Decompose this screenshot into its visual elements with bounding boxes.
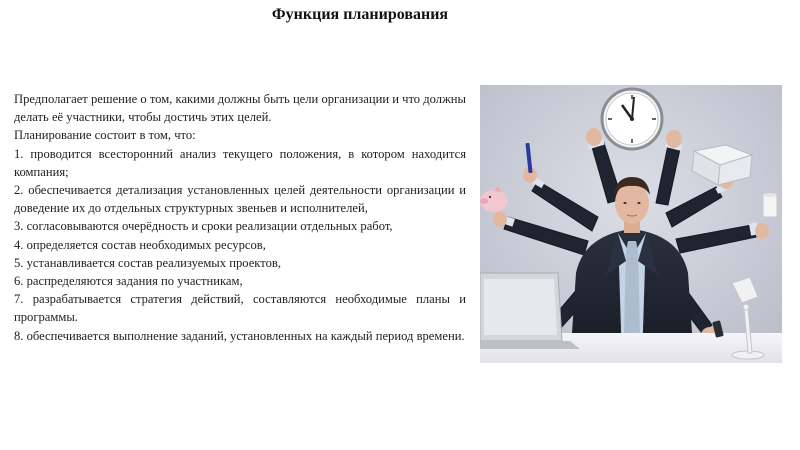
list-item: 4. определяется состав необходимых ресурсов,: [14, 237, 266, 252]
list-item: 2. обеспечивается детализация установленных целей деятельности организации и доведение их до отдельных структурных звеньев и исполнителей,: [14, 183, 466, 216]
coffee-cup-icon: [763, 193, 777, 217]
planning-steps-list: [14, 145, 466, 345]
list-item: 6. распределяются задания по участникам,: [14, 274, 243, 289]
list-item: 7. разрабатывается стратегия действий, составляются необходимые планы и программы.: [14, 292, 466, 325]
list-item: 5. устанавливается состав реализуемых проектов,: [14, 255, 281, 270]
slide-title: Функция планирования: [271, 6, 449, 23]
intro-paragraph: Предполагает решение о том, какими должны быть цели организации и что должны делать её участники, чтобы достичь этих целей.: [14, 92, 466, 125]
list-item: 3. согласовываются очерёдность и сроки реализации отдельных работ,: [14, 219, 393, 234]
wall-clock-icon: [602, 89, 662, 149]
lead-in-paragraph: Планирование состоит в том, что:: [14, 128, 196, 143]
list-item: 8. обеспечивается выполнение заданий, установленных на каждый период времени.: [14, 328, 465, 343]
businessman-illustration: [480, 85, 782, 363]
text-block: [14, 90, 466, 345]
list-item: 1. проводится всесторонний анализ текущего положения, в котором находится компания;: [14, 146, 466, 179]
